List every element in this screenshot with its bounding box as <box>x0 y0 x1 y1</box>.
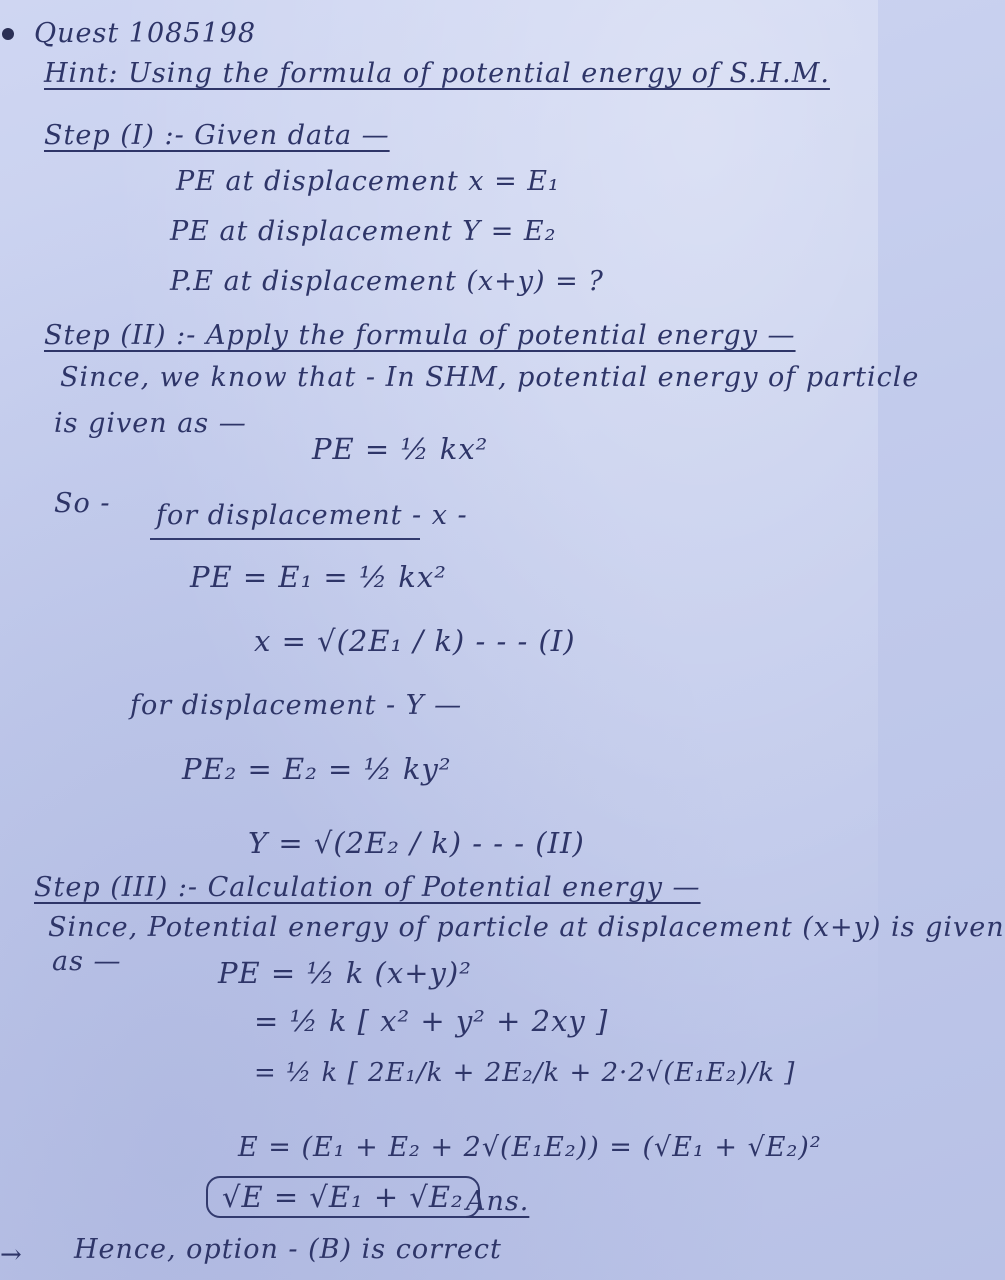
eq-pe-e1: PE = E₁ = ½ kx² <box>190 560 447 594</box>
answer-label: Ans. <box>466 1186 530 1217</box>
right-arrow-icon: → <box>0 1240 22 1270</box>
eq-pe-sum: PE = ½ k (x+y)² <box>218 956 472 990</box>
eq-expand: = ½ k [ x² + y² + 2xy ] <box>254 1004 609 1038</box>
quest-id: Quest 1085198 <box>34 18 257 49</box>
eq-x: x = √(2E₁ / k) - - - (I) <box>254 624 576 658</box>
step2-text-2: is given as — <box>54 408 247 439</box>
eq-y: Y = √(2E₂ / k) - - - (II) <box>248 826 585 860</box>
step2-title: Step (II) :- Apply the formula of potential energy — <box>44 320 796 351</box>
step1-line-2: PE at displacement Y = E₂ <box>170 216 557 247</box>
pe-formula: PE = ½ kx² <box>312 432 489 466</box>
step3-text-2: as — <box>52 946 122 977</box>
so-label: So - <box>54 488 111 519</box>
step3-text-1: Since, Potential energy of particle at displacement (x+y) is given <box>48 912 1005 943</box>
eq-energy: E = (E₁ + E₂ + 2√(E₁E₂)) = (√E₁ + √E₂)² <box>238 1132 822 1163</box>
sub-heading-y: for displacement - Y — <box>130 690 463 721</box>
eq-pe2-e2: PE₂ = E₂ = ½ ky² <box>182 752 452 786</box>
hint-line: Hint: Using the formula of potential energy of S.H.M. <box>44 58 830 89</box>
heading-rule <box>150 538 420 540</box>
eq-substitute: = ½ k [ 2E₁/k + 2E₂/k + 2·2√(E₁E₂)/k ] <box>254 1058 796 1088</box>
step1-title: Step (I) :- Given data — <box>44 120 390 151</box>
conclusion-text: Hence, option - (B) is correct <box>74 1234 502 1265</box>
answer-box: √E = √E₁ + √E₂ <box>206 1176 480 1218</box>
step1-line-3: P.E at displacement (x+y) = ? <box>170 266 604 297</box>
sub-heading-x: for displacement - x - <box>156 500 468 531</box>
step1-line-1: PE at displacement x = E₁ <box>176 166 560 197</box>
step2-text-1: Since, we know that - In SHM, potential energy of particle <box>60 362 920 393</box>
binding-dot <box>2 28 14 40</box>
step3-title: Step (III) :- Calculation of Potential energy — <box>34 872 701 903</box>
